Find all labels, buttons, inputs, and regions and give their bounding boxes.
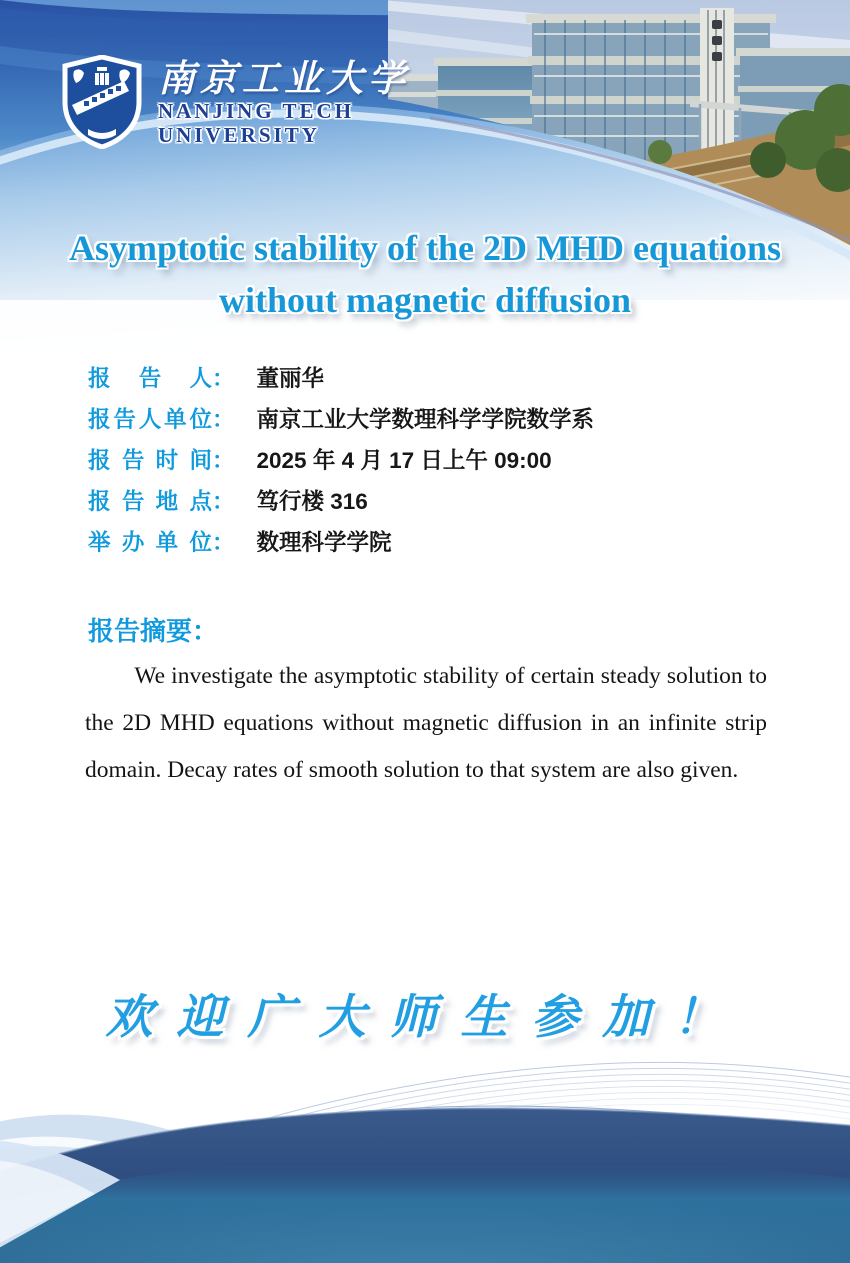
poster-title-line2: without magnetic diffusion [218, 280, 632, 320]
info-colon: ： [212, 407, 235, 432]
info-value: 南京工业大学数理科学学院数学系 [256, 407, 595, 432]
info-value: 数理科学学院 [256, 530, 392, 555]
info-value: 董丽华 [256, 366, 325, 391]
info-label: 报告人单位 [88, 407, 212, 432]
info-label: 报告人 [88, 366, 212, 391]
poster-title-line1: Asymptotic stability of the 2D MHD equations [69, 228, 781, 268]
university-name-en-line2: UNIVERSITY [158, 123, 320, 147]
info-colon: ： [212, 448, 235, 473]
university-logo-shield-icon [60, 55, 144, 149]
info-row-time [88, 440, 594, 481]
abstract-text: We investigate the asymptotic stability of certain steady solution to the 2D MHD equations without magnetic diffusion in an infinite strip domain. Decay rates of smooth solution to that system are also given. [85, 663, 767, 783]
info-row-organizer [88, 522, 594, 563]
info-label: 举办单位 [88, 530, 212, 555]
info-row-speaker [88, 358, 594, 399]
footer-wave-graphic [0, 1048, 850, 1263]
info-row-location [88, 481, 594, 522]
info-label: 报告时间 [88, 448, 212, 473]
info-colon: ： [212, 366, 235, 391]
welcome-message: 欢迎广大师生参加！ [105, 990, 745, 1045]
info-colon: ： [212, 530, 235, 555]
info-value: 笃行楼 316 [256, 489, 368, 514]
info-colon: ： [212, 489, 235, 514]
university-name-zh: 南京工业大学 [158, 56, 410, 100]
building-sign-calligraphy [712, 20, 722, 61]
info-row-affiliation [88, 399, 594, 440]
info-value: 2025 年 4 月 17 日上午 09:00 [256, 448, 552, 473]
seminar-info-list [88, 358, 594, 563]
info-label: 报告地点 [88, 489, 212, 514]
university-brand [60, 55, 410, 149]
abstract-heading: 报告摘要： [88, 616, 219, 646]
university-name-en-line1: NANJING TECH [158, 99, 355, 123]
poster-title [0, 222, 850, 326]
